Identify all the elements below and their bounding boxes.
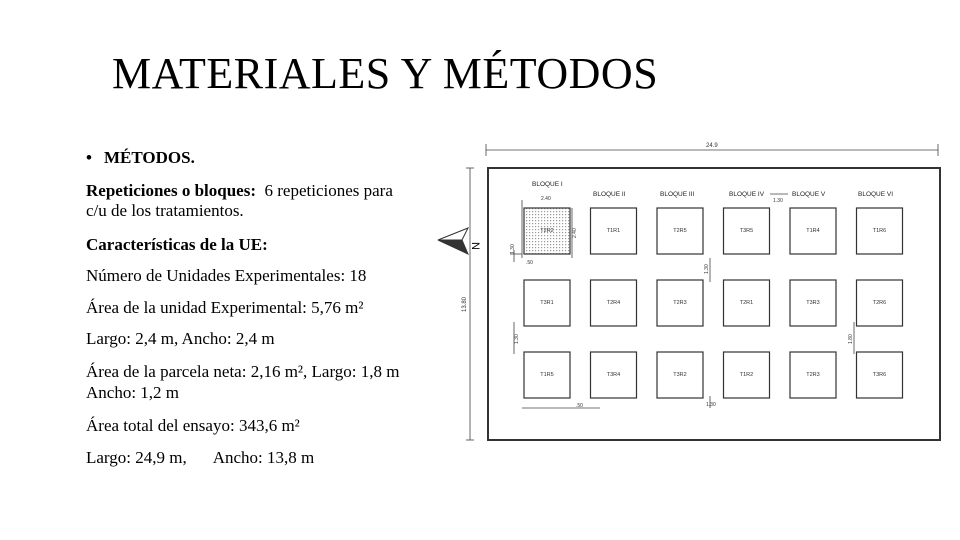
dim-small-a: 1.30 — [510, 244, 516, 254]
dim-side-b: 1.80 — [848, 334, 854, 344]
plot-label: T1R1 — [606, 228, 621, 234]
plot-label: T1R6 — [872, 228, 887, 234]
largo-ancho-total — [86, 448, 314, 467]
plot-label: T1R4 — [806, 228, 820, 234]
ancho-parcela: Ancho: 1,2 m — [86, 383, 180, 402]
plot-label: T3R5 — [739, 228, 754, 234]
dim-bottom-a: .50 — [576, 403, 583, 409]
plot-label: T1R5 — [540, 372, 554, 378]
dim-total-height: 13.80 — [462, 296, 468, 312]
plot-label: T3R4 — [606, 372, 621, 378]
plot-label: T2R1 — [739, 300, 754, 306]
area-total: Área total del ensayo: 343,6 m² — [86, 416, 300, 435]
bullet-marker: • — [86, 148, 92, 167]
repeticiones-value: 6 repeticiones para — [264, 181, 393, 200]
dim-plot-width: 2.40 — [541, 196, 551, 202]
dim-small-b: .50 — [526, 260, 533, 266]
dim-plot-height: 2.40 — [572, 228, 578, 238]
dim-bottom-b: 1.30 — [706, 402, 716, 408]
largo-ancho-ue: Largo: 2,4 m, Ancho: 2,4 m — [86, 329, 275, 348]
plot-label: T2R2 — [540, 228, 554, 234]
dim-gap-row: 1.30 — [704, 264, 710, 274]
dim-side-a: 1.30 — [514, 334, 520, 344]
experimental-layout-diagram — [430, 136, 950, 448]
num-unidades: Número de Unidades Experimentales: 18 — [86, 266, 367, 285]
dim-total-width: 24.9 — [706, 143, 718, 149]
block-label-2: BLOQUE II — [593, 191, 626, 198]
plot-label: T2R4 — [606, 300, 621, 306]
plot-label: T2R3 — [673, 300, 687, 306]
block-label-3: BLOQUE III — [660, 191, 695, 198]
plot-label: T2R3 — [806, 372, 820, 378]
plot-label: T3R3 — [806, 300, 820, 306]
bullet-metodos — [86, 148, 195, 168]
north-arrow-icon — [438, 228, 468, 254]
area-unidad: Área de la unidad Experimental: 5,76 m² — [86, 298, 364, 317]
block-label-4: BLOQUE IV — [729, 191, 765, 198]
north-label: N — [469, 242, 481, 250]
repeticiones-line — [86, 181, 393, 200]
plot-label: T2R6 — [872, 300, 887, 306]
plot-label: T2R5 — [673, 228, 687, 234]
plot-label: T3R2 — [673, 372, 687, 378]
ancho-total: Ancho: 13,8 m — [212, 448, 315, 467]
repeticiones-line-2: c/u de los tratamientos. — [86, 201, 244, 220]
plot-label: T3R1 — [540, 300, 554, 306]
block-label-6: BLOQUE VI — [858, 191, 894, 198]
bullet-label: MÉTODOS. — [104, 148, 195, 167]
largo-total: Largo: 24,9 m, — [86, 448, 187, 467]
repeticiones-label: Repeticiones o bloques: — [86, 181, 256, 200]
area-parcela: Área de la parcela neta: 2,16 m², Largo: 1,8 m — [86, 362, 400, 381]
plot-label: T1R2 — [739, 372, 754, 378]
dim-gap-top: 1.30 — [773, 198, 783, 204]
plot-label: T3R6 — [872, 372, 887, 378]
block-label-5: BLOQUE V — [792, 191, 826, 198]
page-title: MATERIALES Y MÉTODOS — [112, 49, 659, 98]
ue-heading: Características de la UE: — [86, 235, 268, 254]
block-label-1: BLOQUE I — [532, 181, 563, 188]
